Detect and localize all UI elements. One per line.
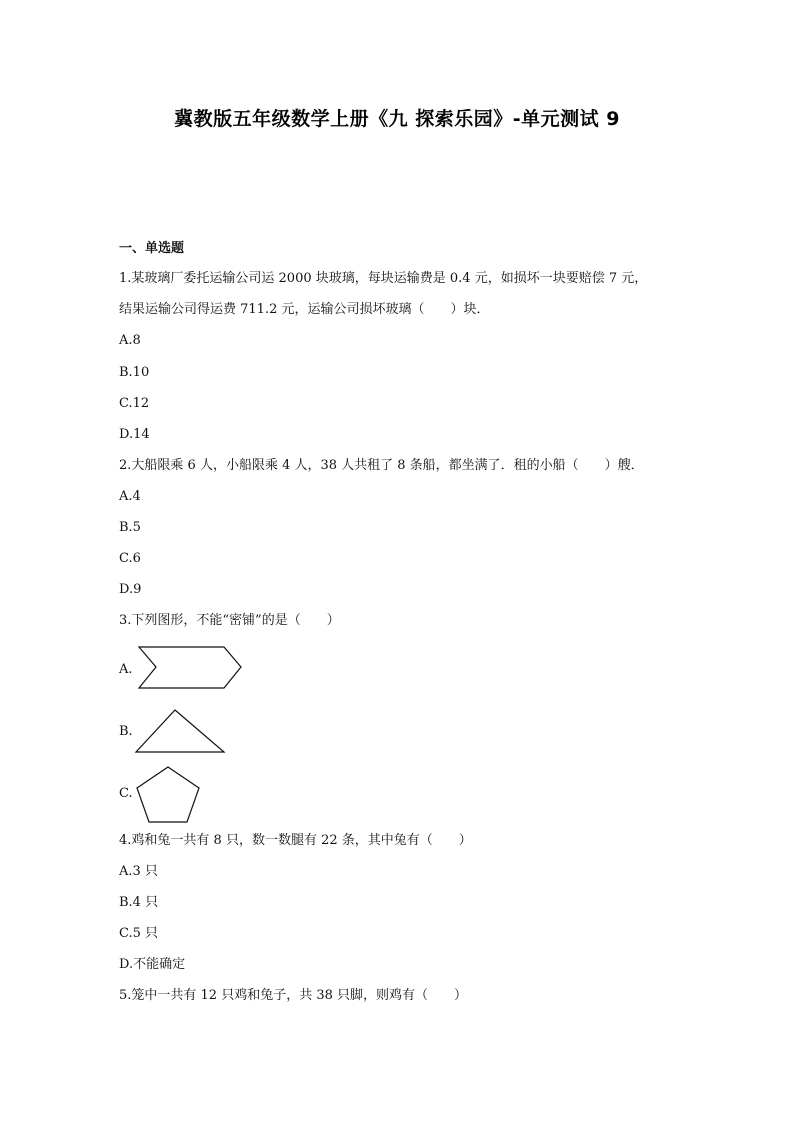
pentagon-shape (135, 766, 201, 824)
question-4-option-a: A.3 只 (119, 864, 158, 879)
question-2-text: 2.大船限乘 6 人，小船限乘 4 人，38 人共租了 8 条船，都坐满了．租的小船（ ）艘． (119, 458, 644, 473)
question-3-option-c-label: C. (119, 786, 133, 801)
question-1-option-a: A.8 (119, 333, 141, 348)
question-4-text: 4.鸡和兔一共有 8 只，数一数腿有 22 条，其中兔有（ ） (119, 833, 472, 848)
page-title: 冀教版五年级数学上册《九 探索乐园》-单元测试 9 (174, 108, 620, 130)
chevron-hexagon-shape (135, 646, 245, 690)
question-3-option-c (119, 766, 249, 824)
question-1-text-line-2: 结果运输公司得运费 711.2 元，运输公司损坏玻璃（ ）块． (119, 302, 490, 317)
question-5-text: 5.笼中一共有 12 只鸡和兔子，共 38 只脚，则鸡有（ ） (119, 988, 468, 1003)
question-1-option-c: C.12 (119, 396, 150, 411)
question-1-text-line-1: 1.某玻璃厂委托运输公司运 2000 块玻璃，每块运输费是 0.4 元，如损坏一块要赔偿 7 元， (119, 271, 648, 286)
question-3-option-a-label: A. (119, 662, 133, 677)
question-4-option-d: D.不能确定 (119, 957, 186, 972)
question-4-option-b: B.4 只 (119, 895, 159, 910)
question-4-option-c: C.5 只 (119, 926, 159, 941)
question-3-text: 3.下列图形，不能“密铺”的是（ ） (119, 613, 340, 628)
question-3-option-b-label: B. (119, 724, 133, 739)
question-1-option-d: D.14 (119, 427, 150, 442)
question-1-option-b: B.10 (119, 365, 150, 380)
question-2-option-c: C.6 (119, 551, 141, 566)
question-3-option-a (119, 644, 249, 694)
question-2-option-d: D.9 (119, 582, 142, 597)
question-3-option-b (119, 706, 249, 756)
question-2-option-a: A.4 (119, 489, 141, 504)
section-heading: 一、单选题 (119, 241, 185, 256)
question-2-option-b: B.5 (119, 520, 141, 535)
triangle-shape (135, 708, 230, 754)
